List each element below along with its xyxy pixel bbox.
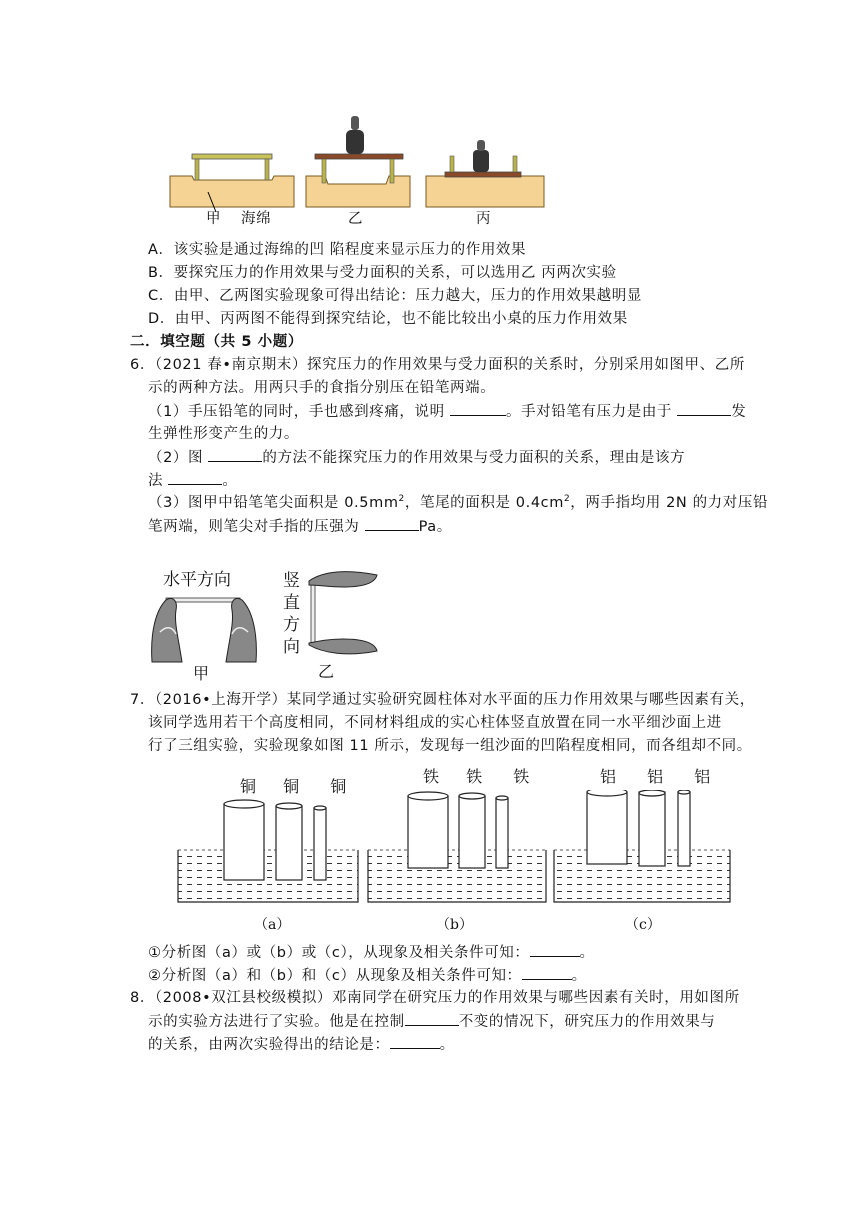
q7-sub2-text: ②分析图（a）和（b）和（c）从现象及相关条件可知： — [148, 968, 522, 984]
q6-figure-label-yi: 乙 — [318, 662, 335, 681]
material-label: 铜 — [330, 777, 347, 796]
superscript: 2 — [398, 494, 405, 505]
q6-figure-label-horizontal: 水平方向 — [163, 570, 231, 590]
vertical-char: 方 — [283, 615, 300, 635]
q6-part3-line1 — [148, 493, 768, 513]
option-b: B．要探究压力的作用效果与受力面积的关系，可以选用乙 丙两次实验 — [148, 265, 617, 281]
q6-part2-a: （2）图 — [148, 450, 209, 466]
answer-blank[interactable] — [450, 401, 506, 416]
q6-line1: 6．（2021 春•南京期末）探究压力的作用效果与受力面积的关系时，分别采用如图甲、乙所 — [130, 357, 745, 373]
answer-blank[interactable] — [365, 516, 419, 531]
section-title: 二．填空题（共 5 小题） — [130, 334, 303, 350]
option-a: A．该实验是通过海绵的凹 陷程度来显示压力的作用效果 — [148, 242, 527, 258]
vertical-char: 竖 — [283, 571, 300, 591]
pencil-hands-vertical-figure — [303, 565, 383, 665]
q6-part2-b: 的方法不能探究压力的作用效果与受力面积的关系，理由是该方 — [262, 450, 686, 466]
material-label: 铜 — [240, 777, 257, 796]
q6-part1-line1 — [148, 401, 746, 422]
caption-b: （b） — [436, 917, 473, 933]
q6-part1-b: 。手对铅笔有压力是由于 — [505, 404, 678, 420]
q6-part2-line2 — [148, 470, 237, 491]
q6-part3-c: ，两手指均用 2N 的力对压铅 — [570, 495, 769, 511]
q6-part3-e: Pa。 — [418, 519, 452, 535]
q6-part2-d: 。 — [222, 473, 238, 489]
q8-line3 — [148, 1034, 455, 1055]
q8-line2-a: 示的实验方法进行了实验。他是在控制 — [148, 1014, 405, 1030]
q7-sub1 — [148, 942, 595, 963]
q7-sub2 — [148, 965, 587, 986]
q6-figure-label-vertical — [283, 570, 303, 658]
answer-blank[interactable] — [530, 942, 580, 957]
q8-line3-b: 。 — [439, 1037, 455, 1053]
material-label: 铜 — [283, 777, 300, 796]
answer-blank[interactable] — [522, 965, 572, 980]
caption-a: （a） — [254, 917, 291, 933]
figure-label-bing: 丙 — [476, 211, 492, 227]
q6-part3-d: 笔两端，则笔尖对手指的压强为 — [148, 519, 365, 535]
q6-line2: 示的两种方法。用两只手的食指分别压在铅笔两端。 — [148, 380, 496, 396]
pencil-hands-horizontal-figure — [148, 592, 260, 664]
material-label: 铁 — [513, 767, 530, 786]
answer-blank[interactable] — [168, 470, 222, 485]
q8-line2-b: 不变的情况下，研究压力的作用效果与 — [458, 1014, 716, 1030]
q8-line1: 8．（2008•双江县校级模拟）邓南同学在研究压力的作用效果与哪些因素有关时，用如图所 — [130, 990, 740, 1006]
answer-blank[interactable] — [405, 1011, 459, 1026]
q7-line1: 7．（2016•上海开学）某同学通过实验研究圆柱体对水平面的压力作用效果与哪些因素有关， — [130, 692, 755, 708]
q7-sub2-end: 。 — [571, 968, 587, 984]
q6-part2-line1 — [148, 447, 685, 468]
answer-blank[interactable] — [390, 1034, 440, 1049]
q8-line2 — [148, 1011, 715, 1032]
q6-part1-a: （1）手压铅笔的同时，手也感到疼痛，说明 — [148, 404, 450, 420]
group-b-labels — [423, 764, 529, 787]
q7-sub1-end: 。 — [579, 945, 595, 961]
q7-sub1-text: ①分析图（a）或（b）或（c），从现象及相关条件可知： — [148, 945, 530, 961]
material-label: 铝 — [600, 767, 617, 786]
vertical-char: 直 — [283, 593, 300, 613]
superscript: 2 — [563, 494, 571, 505]
caption-c: （c） — [625, 917, 661, 933]
group-c-labels — [600, 764, 710, 787]
figure-label-sponge: 海绵 — [241, 211, 272, 227]
answer-blank[interactable] — [208, 447, 262, 462]
option-d: D．由甲、丙两图不能得到探究结论，也不能比较出小桌的压力作用效果 — [148, 311, 628, 327]
q6-part3-b: ，笔尾的面积是 0.4cm — [404, 495, 564, 511]
q7-line3: 行了三组实验，实验现象如图 11 所示，发现每一组沙面的凹陷程度相同，而各组却不同。 — [148, 738, 752, 754]
q6-part1-c: 发 — [731, 404, 747, 420]
material-label: 铁 — [466, 767, 483, 786]
option-c: C．由甲、乙两图实验现象可得出结论：压力越大，压力的作用效果越明显 — [148, 288, 642, 304]
q6-figure-label-jia: 甲 — [193, 664, 210, 683]
answer-blank[interactable] — [677, 401, 731, 416]
q6-part3-line2 — [148, 516, 452, 537]
q6-part2-c: 法 — [148, 473, 169, 489]
q6-part1-line2: 生弹性形变产生的力。 — [148, 426, 299, 442]
vertical-char: 向 — [283, 637, 300, 657]
q6-part3-a: （3）图甲中铅笔笔尖面积是 0.5mm — [148, 495, 399, 511]
material-label: 铝 — [694, 767, 711, 786]
sand-cylinders-figure — [176, 790, 732, 906]
figure-label-yi: 乙 — [348, 211, 364, 227]
q7-line2: 该同学选用若干个高度相同，不同材料组成的实心柱体竖直放置在同一水平细沙面上进 — [148, 715, 722, 731]
q8-line3-a: 的关系，由两次实验得出的结论是： — [148, 1037, 390, 1053]
material-label: 铁 — [423, 767, 440, 786]
figure-label-jia: 甲 — [206, 211, 222, 227]
material-label: 铝 — [647, 767, 664, 786]
